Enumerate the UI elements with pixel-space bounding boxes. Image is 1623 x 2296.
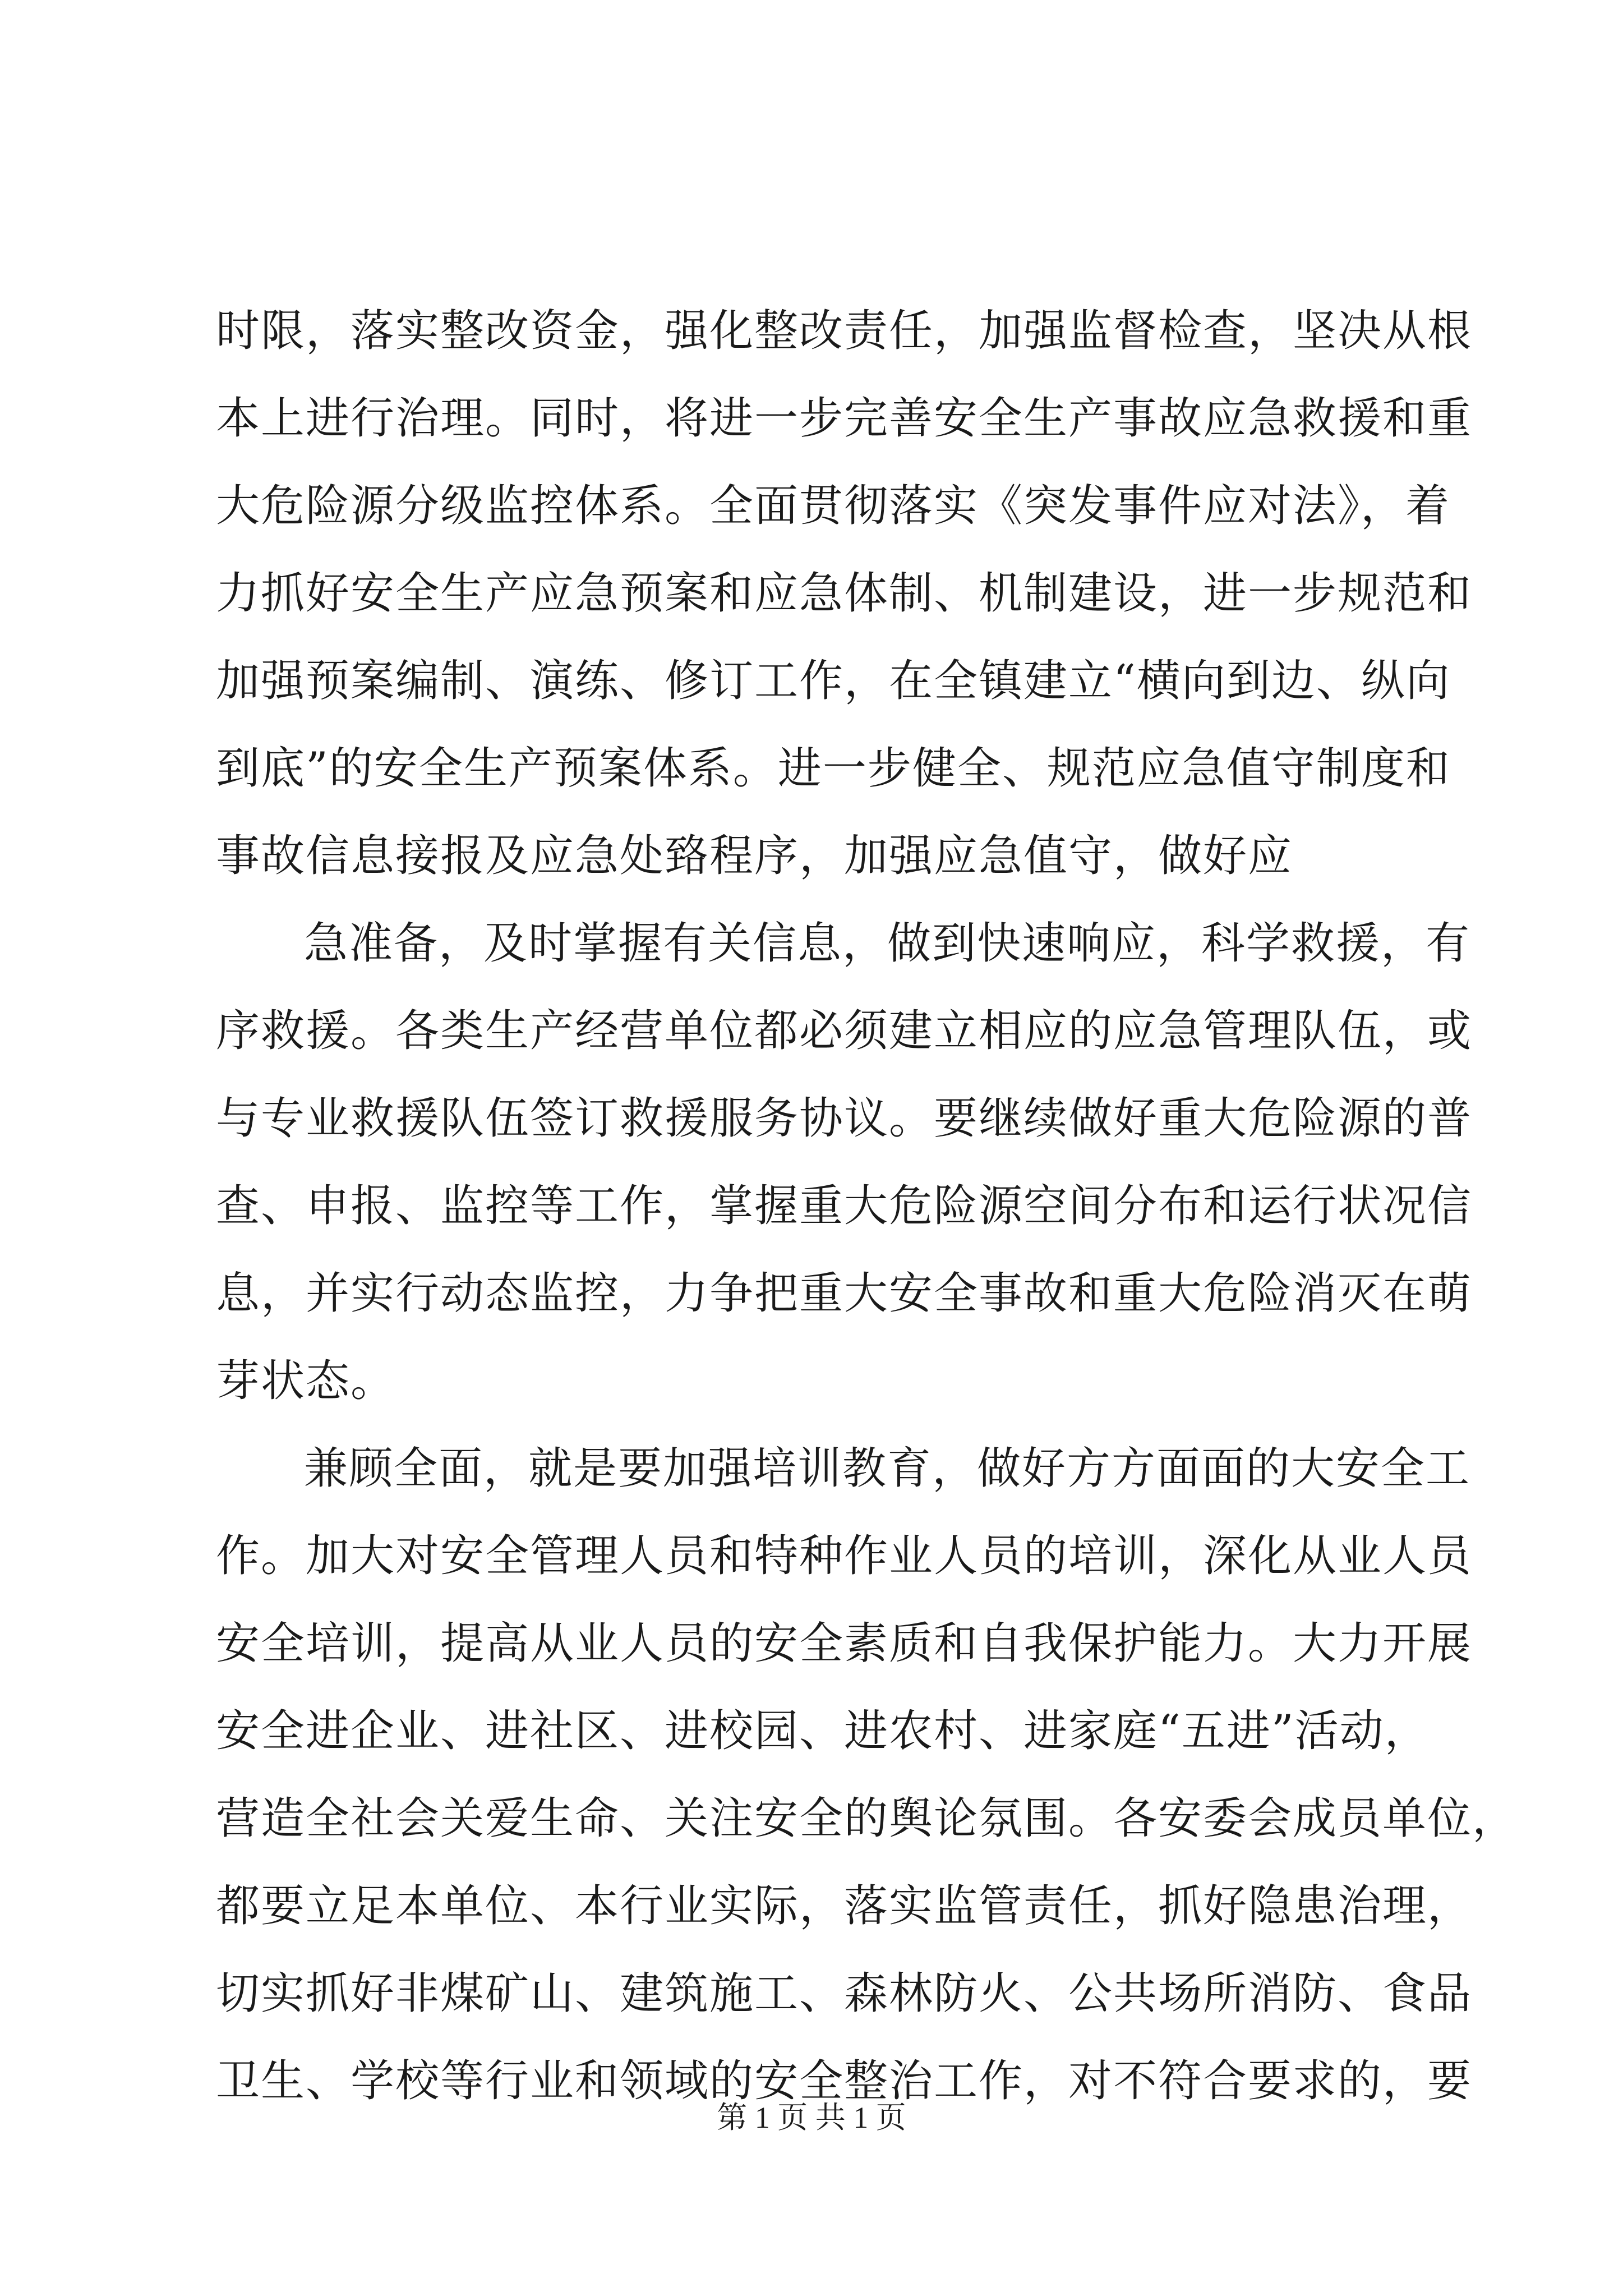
text-line: 切实抓好非煤矿山、建筑施工、森林防火、公共场所消防、食品 xyxy=(216,1968,1473,2019)
text-line: 卫生、学校等行业和领域的安全整治工作，对不符合要求的，要 xyxy=(216,2056,1473,2106)
text-line: 安全进企业、进社区、进校园、进农村、进家庭“五进”活动， xyxy=(216,1706,1430,1756)
text-line: 都要立足本单位、本行业实际，落实监管责任，抓好隐患治理， xyxy=(216,1881,1473,1931)
text-line: 大危险源分级监控体系。全面贯彻落实《突发事件应对法》，着 xyxy=(216,481,1451,531)
text-line: 营造全社会关爱生命、关注安全的舆论氛围。各安委会成员单位， xyxy=(216,1793,1518,1844)
text-line: 时限，落实整改资金，强化整改责任，加强监督检查，坚决从根 xyxy=(216,306,1473,356)
text-line: 到底”的安全生产预案体系。进一步健全、规范应急值守制度和 xyxy=(216,743,1451,794)
text-line: 急准备，及时掌握有关信息，做到快速响应，科学救援，有 xyxy=(304,918,1471,969)
text-line: 兼顾全面，就是要加强培训教育，做好方方面面的大安全工 xyxy=(304,1443,1471,1494)
text-line: 芽状态。 xyxy=(216,1356,396,1406)
text-line: 力抓好安全生产应急预案和应急体制、机制建设，进一步规范和 xyxy=(216,568,1473,619)
text-line: 安全培训，提高从业人员的安全素质和自我保护能力。大力开展 xyxy=(216,1618,1473,1669)
text-line: 本上进行治理。同时，将进一步完善安全生产事故应急救援和重 xyxy=(216,393,1473,444)
text-line: 加强预案编制、演练、修订工作，在全镇建立“横向到边、纵向 xyxy=(216,656,1451,706)
text-line: 息，并实行动态监控，力争把重大安全事故和重大危险消灭在萌 xyxy=(216,1268,1473,1319)
text-line: 作。加大对安全管理人员和特种作业人员的培训，深化从业人员 xyxy=(216,1531,1473,1581)
page-number-footer: 第 1 页 共 1 页 xyxy=(717,2101,906,2134)
text-line: 事故信息接报及应急处臵程序，加强应急值守，做好应 xyxy=(216,831,1293,881)
text-line: 序救援。各类生产经营单位都必须建立相应的应急管理队伍，或 xyxy=(216,1006,1473,1056)
text-line: 与专业救援队伍签订救援服务协议。要继续做好重大危险源的普 xyxy=(216,1093,1473,1144)
text-line: 查、申报、监控等工作，掌握重大危险源空间分布和运行状况信 xyxy=(216,1181,1473,1231)
